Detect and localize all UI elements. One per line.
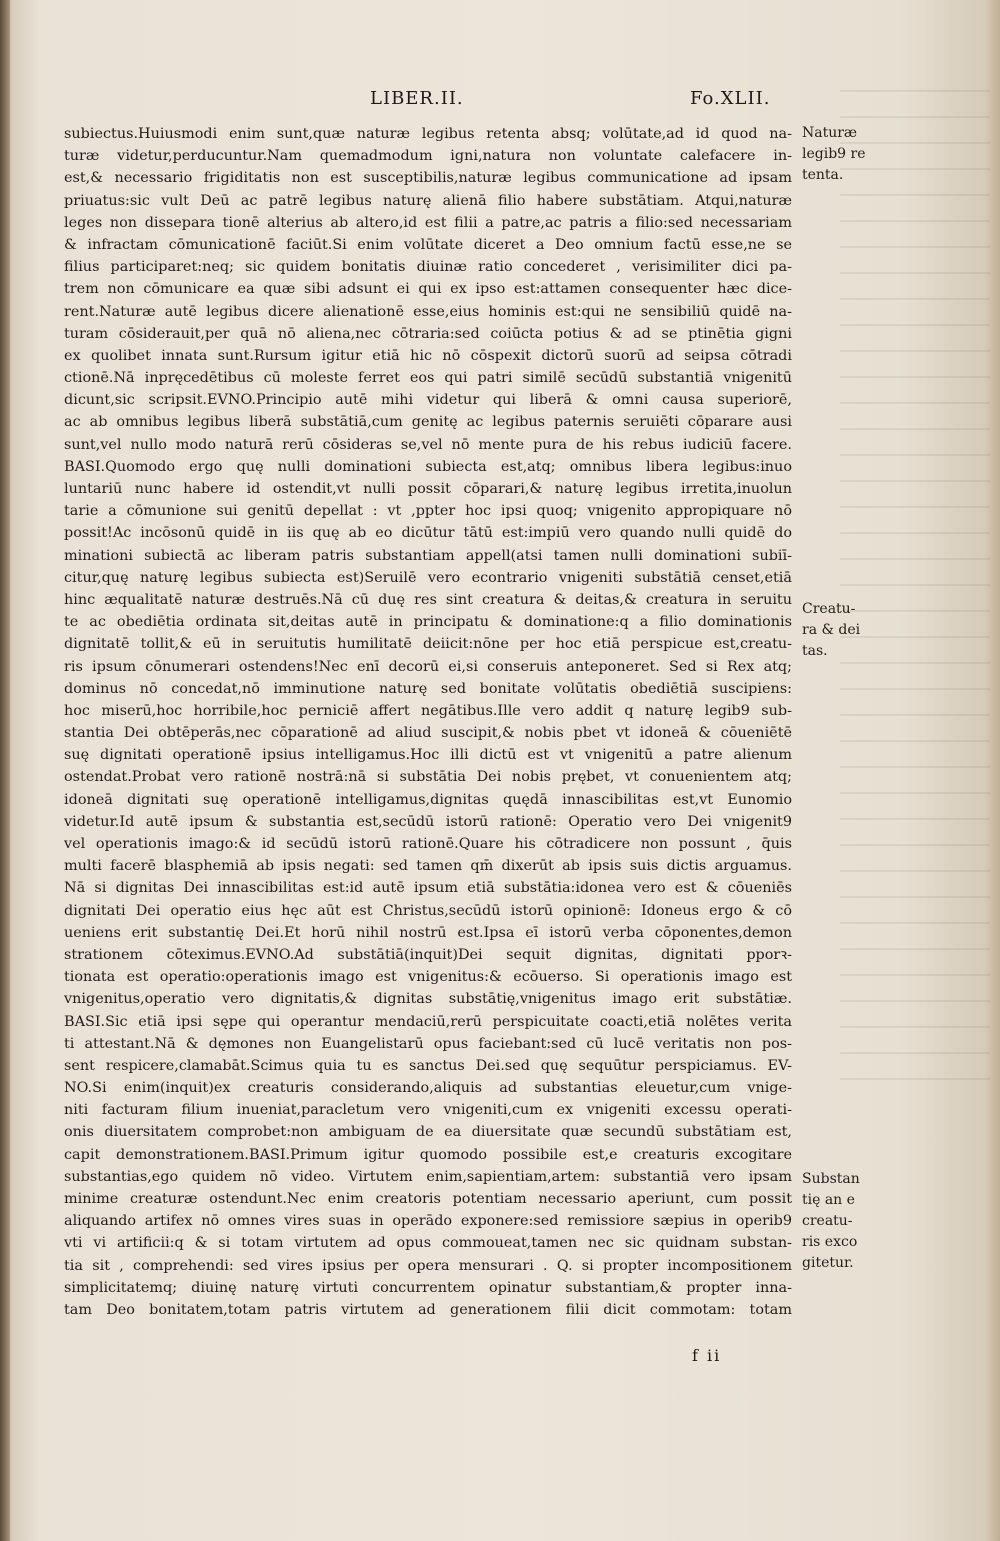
text-line: suę dignitati operationē ipsius intelligamus.Hoc illi dictū est vt vnigenitū a patre alienum bbox=[64, 747, 792, 764]
margin-note-line: legib9 re bbox=[802, 146, 866, 162]
margin-note-line: tenta. bbox=[802, 167, 844, 183]
text-line: trem non cōmunicare ea quæ sibi adsunt ei qui ex ipso est:attamen consequenter hæc dice- bbox=[64, 281, 792, 298]
text-line: turam cōsiderauit,per quā nō aliena,nec cōtraria:sed coiūcta potius & ad se ptinētia gigni bbox=[64, 325, 792, 342]
text-line: onis diuersitatem comprobet:non ambiguam de ea diuersitate quæ secundū substātiam est, bbox=[64, 1124, 792, 1141]
main-text-column bbox=[64, 123, 792, 1321]
text-line: tia sit , comprehendi: sed vires ipsius per opera mensurari . Q. si propter incompositionem bbox=[64, 1257, 792, 1274]
text-line: ac ab omnibus legibus liberā substātiā,cum genitę ac legibus paternis seruiēti cōparare ausi bbox=[64, 414, 792, 431]
text-line: te ac obediētia ordinata sit,deitas autē in principatu & dominatione:q a filio dominationis bbox=[64, 614, 792, 631]
text-line: ex quolibet innata sunt.Rursum igitur etiā hic nō cōspexit dictorū suorū ad seipsa cōtradi bbox=[64, 347, 792, 364]
text-line: est,& necessario frigiditatis non est susceptibilis,naturæ legibus communicatione ad ipsam bbox=[64, 170, 792, 187]
text-line: ostendat.Probat vero rationē nostrā:nā si substātia Dei nobis prębet, vt conuenientem atq; bbox=[64, 769, 792, 786]
text-line: aliquando artifex nō omnes vires suas in operādo exponere:sed remissiore sæpius in operib9 bbox=[64, 1213, 792, 1230]
text-line: ris ipsum cōnumerari ostendens!Nec enī decorū ei,si conseruis anteponeret. Sed si Rex atq; bbox=[64, 658, 792, 675]
text-line: leges non dissepara tionē alterius ab altero,id est filii a patre,ac patris a filio:sed necessariam bbox=[64, 214, 792, 231]
text-line: tarie a cōmunione sui genitū depellat : vt ,ppter hoc ipsi quoq; vnigenito appropiquare nō bbox=[64, 503, 792, 520]
text-line: niti facturam filium inueniat,paracletum vero vnigeniti,cum ex vnigeniti excessu operati- bbox=[64, 1102, 792, 1119]
margin-note-line: ris exco bbox=[802, 1234, 858, 1250]
margin-note-line: Naturæ bbox=[802, 125, 858, 141]
text-line: BASI.Quomodo ergo quę nulli dominationi subiecta est,atq; omnibus libera legibus:inuo bbox=[64, 458, 792, 475]
margin-note-line: tię an e bbox=[802, 1192, 855, 1208]
text-line: filius participaret:neq; sic quidem bonitatis diuinæ ratio concederet , verisimiliter dici pa- bbox=[64, 259, 792, 276]
text-line: idoneā dignitati suę operationē intelligamus,dignitas quędā innascibilitas est,vt Eunomio bbox=[64, 791, 792, 808]
text-line: ti attestant.Nā & dęmones non Euangelistarū opus faciebant:sed cū lucē veritatis non pos- bbox=[64, 1035, 792, 1052]
text-line: hinc æqualitatē naturæ destruēs.Nā cū duę res sint creatura & deitas,& creatura in seruitu bbox=[64, 591, 792, 608]
text-line: vel operationis imago:& id secūdū istorū rationē.Quare his cōtradicere non possunt , q̄uis bbox=[64, 836, 792, 852]
text-line: rent.Naturæ autē legibus dicere alienationē esse,eius hominis est:qui ne sensibiliū quidē na- bbox=[64, 303, 792, 320]
text-line: priuatus:sic vult Deū ac patrē legibus naturę alienā filio habere substātiam. Atqui,naturæ bbox=[64, 192, 792, 209]
text-line: capit demonstrationem.BASI.Primum igitur quomodo possibile est,e creaturis excogitare bbox=[64, 1146, 792, 1163]
text-line: luntariū nunc habere id ostendit,vt nulli possit cōparari,& naturę legibus irretita,inuolun bbox=[64, 481, 792, 497]
margin-note-line: tas. bbox=[802, 643, 828, 659]
text-line: multi facerē blasphemiā ab ipsis negati: sed tamen qm̄ dixerūt ab ipsis suis dictis arguamus. bbox=[64, 858, 792, 875]
text-line: stantia Dei obtēperās,nec cōparationē ad aliud suscipit,& nobis pbet vt idoneā & cōueniētē bbox=[64, 725, 792, 742]
text-line: & infractam cōmunicationē faciūt.Si enim volūtate diceret a Deo omnium factū esse,ne se bbox=[64, 236, 792, 253]
text-line: tam Deo bonitatem,totam patris virtutem ad generationem filii dicit commotam: totam bbox=[64, 1301, 792, 1318]
folio-number: Fo.XLII. bbox=[690, 88, 771, 109]
text-line: vnigenitus,operatio vero dignitatis,& dignitas substātię,vnigenitus imago erit substātiæ. bbox=[64, 991, 792, 1008]
text-line: turæ videtur,perducuntur.Nam quemadmodum igni,natura non voluntate calefacere in- bbox=[64, 148, 792, 165]
text-line: videtur.Id autē ipsum & substantia est,secūdū istorū rationē: Operatio vero Dei vnigenit9 bbox=[64, 813, 792, 830]
text-line: minime creaturæ ostendunt.Nec enim creatoris potentiam necessario aperiunt, cum possit bbox=[64, 1191, 792, 1207]
text-line: subiectus.Huiusmodi enim sunt,quæ naturæ legibus retenta absq; volūtate,ad id quod na- bbox=[64, 126, 792, 142]
binding-gutter bbox=[0, 0, 10, 1541]
text-line: possit!Ac incōsonū quidē in iis quę ab eo dicūtur tātū est:impiū vero quando nulli quidē do bbox=[64, 525, 792, 542]
text-line: hoc miserū,hoc horribile,hoc perniciē affert negātibus.Ille vero addit q naturę legib9 sub- bbox=[64, 702, 792, 719]
text-line: dignitatē tollit,& eū in seruitutis humilitatē deiicit:nōne per hoc etiā perspicue est,creatu- bbox=[64, 636, 792, 653]
text-line: strationem cōteximus.EVNO.Ad substātiā(inquit)Dei sequit dignitas, dignitati pporꝛ- bbox=[64, 946, 792, 963]
text-line: dignitati Dei operatio eius hęc aūt est Christus,secūdū istorū opinionē: Idoneus ergo & cō bbox=[64, 902, 792, 919]
show-through-texture bbox=[840, 80, 990, 1080]
running-head-book: LIBER.II. bbox=[370, 88, 464, 109]
text-line: BASI.Sic etiā ipsi sępe qui operantur mendaciū,rerū perspicuitate coacti,etiā nolētes verita bbox=[64, 1013, 792, 1030]
text-line: dicunt,sic scripsit.EVNO.Principio autē mihi videtur qui liberā & omni causa superiorē, bbox=[64, 392, 792, 409]
margin-note-3 bbox=[802, 1169, 898, 1274]
text-line: citur,quę naturę legibus subiecta est)Seruilē vero econtrario vnigeniti substātiā censet,etiā bbox=[64, 569, 792, 586]
text-line: sunt,vel nullo modo naturā rerū cōsideras se,vel nō mente pura de his rebus iudiciū facere. bbox=[64, 436, 792, 453]
text-line: minationi subiectā ac liberam patris substantiam appell(atsi tamen nulli dominationi subiī- bbox=[64, 547, 792, 564]
text-line: Nā si dignitas Dei innascibilitas est:id autē ipsum etiā substātia:idonea vero est & cōueniēs bbox=[64, 880, 792, 897]
margin-note-line: gitetur. bbox=[802, 1255, 854, 1271]
text-line: ctionē.Nā inpręcedētibus cū moleste ferret eos qui patri similē secūdū substantiā vnigenitū bbox=[64, 370, 792, 387]
text-line: vti vi artificii:q & si totam virtutem ad opus commoueat,tamen nec sic quidnam substan- bbox=[64, 1235, 792, 1252]
text-line: simplicitatemq; diuinę naturę virtuti concurrentem opinatur substantiam,& propter inna- bbox=[64, 1279, 792, 1296]
margin-note-line: creatu- bbox=[802, 1213, 853, 1229]
text-line: NO.Si enim(inquit)ex creaturis considerando,aliquis ad substantias eleuetur,cum vnige- bbox=[64, 1080, 792, 1097]
text-line: dominus nō concedat,nō imminutione naturę sed bonitate volūtatis obediētiā suscipiens: bbox=[64, 680, 792, 697]
margin-note-1 bbox=[802, 123, 898, 186]
text-line: sent respicere,clamabāt.Scimus quia tu es sanctus Dei.sed quę sequūtur perspiciamus. EV- bbox=[64, 1057, 792, 1074]
signature-mark: f ii bbox=[692, 1346, 722, 1365]
margin-note-line: Substan bbox=[802, 1171, 860, 1187]
margin-note-line: ra & dei bbox=[802, 622, 861, 638]
text-line: tionata est operatio:operationis imago est vnigenitus:& ecōuerso. Si operationis imago est bbox=[64, 969, 792, 986]
text-line: ueniens erit substantię Dei.Et horū nihil nostrū est.Ipsa eī istorū verba cōponentes,demon bbox=[64, 924, 792, 941]
margin-note-2 bbox=[802, 599, 898, 662]
text-line: substantias,ego quidem nō video. Virtutem enim,sapientiam,artem: substantiā vero ipsam bbox=[64, 1168, 792, 1185]
margin-note-line: Creatu- bbox=[802, 601, 856, 617]
